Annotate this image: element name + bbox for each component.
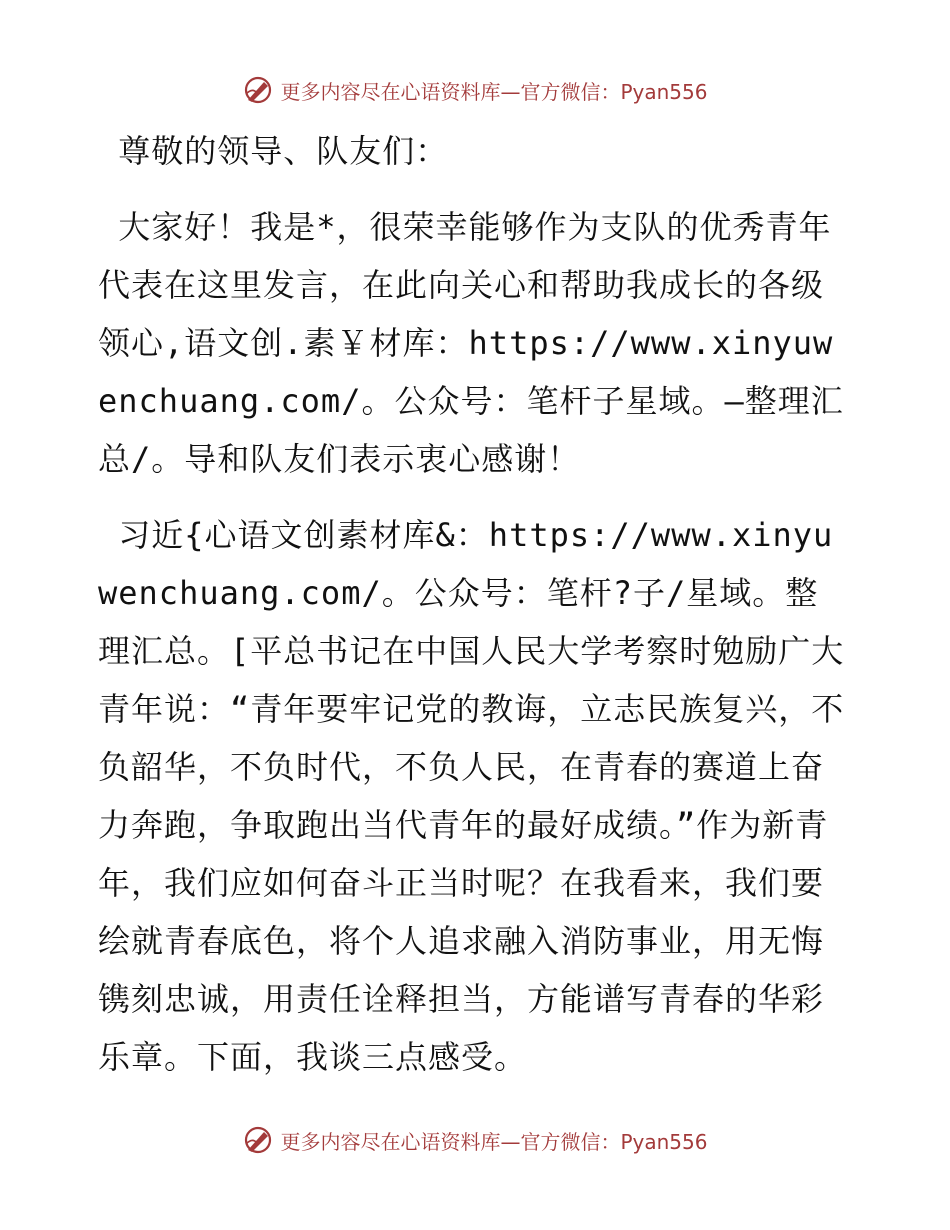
pen-seal-icon — [242, 74, 274, 106]
header-watermark-banner — [0, 70, 950, 110]
paragraph-main: 习近{心语文创素材库&：https://www.xinyuwenchuang.com/。公众号：笔杆?子/星域。整理汇总。[平总书记在中国人民大学考察时勉励广大青年说：“青年要牢记党的教诲，立志民族复兴，不负韶华，不负时代，不负人民，在青春的赛道上奋力奔跑，争取跑出当代青年的最好成绩。”作为新青年，我们应如何奋斗正当时呢？在我看来，我们要绘就青春底色，将个人追求融入消防事业，用无悔镌刻忠诚，用责任诠释担当，方能谱写青春的华彩乐章。下面，我谈三点感受。 — [98, 516, 845, 1076]
banner-text: 更多内容尽在心语资料库—官方微信：Pyan556 — [280, 1129, 708, 1154]
paragraph-greeting: 大家好！我是*，很荣幸能够作为支队的优秀青年代表在这里发言，在此向关心和帮助我成长的各级领心,语文创.素￥材库：https://www.xinyuwenchuang.com/。公众号：笔杆子星域。—整理汇总/。导和队友们表示衷心感谢！ — [98, 208, 844, 478]
pen-seal-icon — [242, 1124, 274, 1156]
paragraph-salutation: 尊敬的领导、队友们： — [98, 132, 449, 170]
banner-text: 更多内容尽在心语资料库—官方微信：Pyan556 — [280, 79, 708, 104]
document-body — [98, 122, 850, 1086]
footer-watermark-banner — [0, 1120, 950, 1160]
